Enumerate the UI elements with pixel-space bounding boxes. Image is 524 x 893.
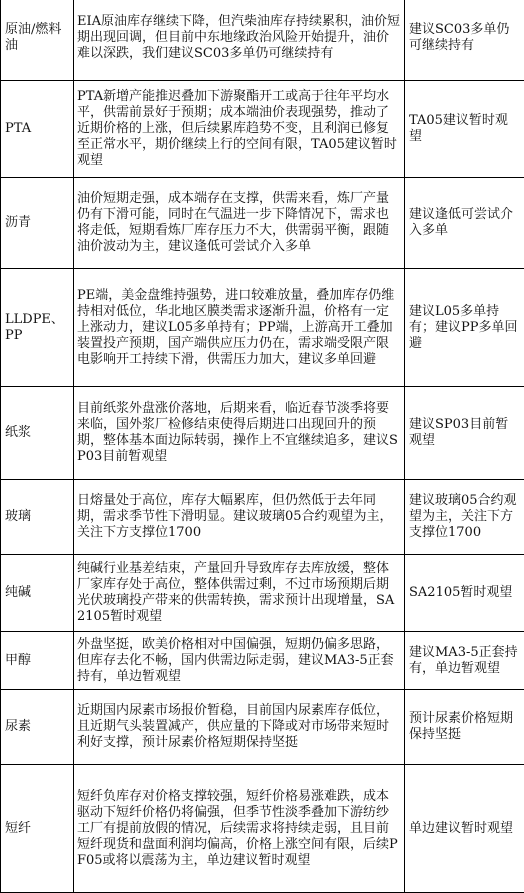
table-row [1,480,524,555]
table-row [1,269,524,387]
product-name: 沥青 [1,178,74,269]
product-name: LLDPE、PP [1,269,74,387]
analysis-text: 外盘坚挺，欧美价格相对中国偏强，短期仍偏多思路，但库存去化不畅，国内供需边际走弱，建议MA3-5正套持有，单边暂观望 [74,632,405,690]
suggestion-text: SA2105暂时观望 [405,555,524,632]
product-name: 甲醇 [1,632,74,690]
suggestion-text: 建议玻璃05合约观望为主，关注下方支撑位1700 [405,480,524,555]
suggestion-text: 建议逢低可尝试介入多单 [405,178,524,269]
table-row [1,632,524,690]
suggestion-text: 预计尿素价格短期保持坚挺 [405,690,524,765]
table-row [1,81,524,178]
product-name: 纯碱 [1,555,74,632]
table-row [1,765,524,893]
table-row [1,178,524,269]
analysis-text: PE端，美金盘维持强势，进口较难放量，叠加库存仍维持相对低位，华北地区膜类需求逐渐升温，价格有一定上涨动力，建议L05多单持有；PP端，上游高开工叠加装置投产预期，国产端供应压力仍在，需求端受限产限电影响开工持续下滑，供需压力加大，建议多单回避 [74,269,405,387]
product-name: 原油/燃料油 [1,0,74,81]
suggestion-text: TA05建议暂时观望 [405,81,524,178]
analysis-text: 日熔量处于高位，库存大幅累库，但仍然低于去年同期，需求季节性下滑明显。建议玻璃05合约观望为主，关注下方支撑位1700 [74,480,405,555]
table-row [1,0,524,81]
suggestion-text: 建议L05多单持有；建议PP多单回避 [405,269,524,387]
analysis-text: PTA新增产能推迟叠加下游聚酯开工或高于往年平均水平，供需前景好于预期；成本端油价表现强势，推动了近期价格的上涨，但后续累库趋势不变，且利润已修复至正常水平，期价继续上行的空间有限，TA05建议暂时观望 [74,81,405,178]
suggestion-text: 建议SP03目前暂观望 [405,387,524,480]
suggestion-text: 建议SC03多单仍可继续持有 [405,0,524,81]
analysis-text: 短纤负库存对价格支撑较强，短纤价格易涨难跌，成本驱动下短纤价格仍将偏强，但季节性淡季叠加下游纺纱工厂有提前放假的情况，后续需求将持续走弱，且目前短纤现货和盘面利润均偏高，价格上涨空间有限，后续PF05或将以震荡为主，单边建议暂时观望 [74,765,405,893]
analysis-text: 纯碱行业基差结束，产量回升导致库存去库放缓，整体厂家库存处于高位，整体供需过剩，不过市场预期后期光伏玻璃投产带来的供需转换，需求预计出现增量，SA2105暂时观望 [74,555,405,632]
analysis-text: 油价短期走强，成本端存在支撑，供需来看，炼厂产量仍有下滑可能，同时在气温进一步下降情况下，需求也将走低，短期看炼厂库存压力不大，供需弱平衡，跟随油价波动为主，建议逢低可尝试介入多单 [74,178,405,269]
table-row [1,690,524,765]
table-row [1,387,524,480]
analysis-text: 近期国内尿素市场报价暂稳，目前国内尿素库存低位，且近期气头装置减产，供应量的下降或对市场带来短时利好支撑，预计尿素价格短期保持坚挺 [74,690,405,765]
product-name: 尿素 [1,690,74,765]
product-name: 短纤 [1,765,74,893]
product-name: 玻璃 [1,480,74,555]
analysis-text: 目前纸浆外盘涨价落地，后期来看，临近春节淡季将要来临，国外浆厂检修结束使得后期进口出现回升的预期，整体基本面边际转弱，操作上不宜继续追多，建议SP03目前暂观望 [74,387,405,480]
suggestion-text: 单边建议暂时观望 [405,765,524,893]
product-name: PTA [1,81,74,178]
suggestion-text: 建议MA3-5正套持有，单边暂观望 [405,632,524,690]
analysis-text: EIA原油库存继续下降，但汽柴油库存持续累积，油价短期出现回调，但目前中东地缘政治风险开始提升，油价难以深跌，我们建议SC03多单仍可继续持有 [74,0,405,81]
table-row [1,555,524,632]
product-name: 纸浆 [1,387,74,480]
